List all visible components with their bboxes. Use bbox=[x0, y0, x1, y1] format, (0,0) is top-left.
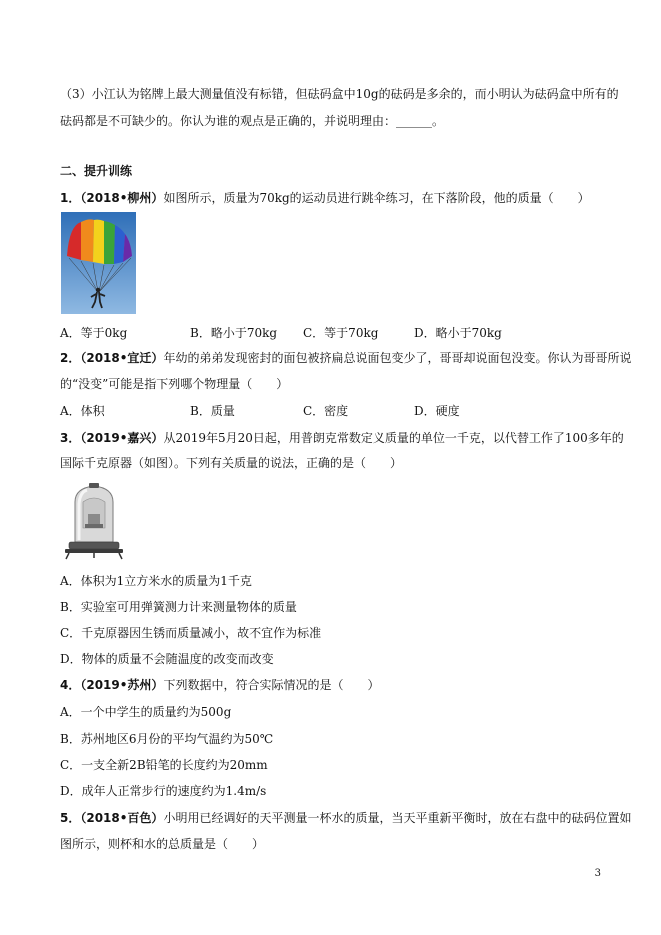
q2-text-1: 年幼的弟弟发现密封的面包被挤扁总说面包变少了，哥哥却说面包没变。你认为哥哥所说 bbox=[163, 351, 632, 365]
q4-source: （2019•苏州） bbox=[80, 678, 164, 692]
q3-number: 3． bbox=[60, 431, 81, 445]
intro-line-1: （3）小江认为铭牌上最大测量值没有标错，但砝码盒中10g的砝码是多余的，而小明认为砝码盒中所有的 bbox=[60, 87, 619, 101]
q1-option-b: B．略小于70kg bbox=[190, 326, 278, 340]
q2-source: （2018•宜迁） bbox=[80, 351, 164, 365]
q3-text-1: 从2019年5月20日起，用普朗克常数定义质量的单位一千克，以代替工作了100多年的 bbox=[163, 431, 624, 445]
q2-option-d: D．硬度 bbox=[414, 404, 460, 418]
q4-text: 下列数据中，符合实际情况的是（ ） bbox=[163, 678, 380, 692]
section-title: 二、提升训练 bbox=[60, 164, 133, 178]
q4-stem bbox=[60, 677, 379, 693]
q1-number: 1． bbox=[60, 191, 81, 205]
q5-stem-2: 图所示，则杯和水的总质量是（ ） bbox=[60, 837, 265, 851]
q3-option-a: A．体积为1立方米水的质量为1千克 bbox=[60, 574, 252, 588]
q2-stem-2: 的“没变”可能是指下列哪个物理量（ ） bbox=[60, 377, 289, 391]
q2-option-b: B．质量 bbox=[190, 404, 235, 418]
q2-option-a: A．体积 bbox=[60, 404, 105, 418]
q5-stem-1 bbox=[60, 810, 631, 826]
q4-number: 4． bbox=[60, 678, 81, 692]
q4-option-a: A．一个中学生的质量约为500g bbox=[60, 705, 232, 719]
q3-stem-2: 国际千克原器（如图）。下列有关质量的说法，正确的是（ ） bbox=[60, 456, 403, 470]
q1-text: 如图所示，质量为70kg的运动员进行跳伞练习，在下落阶段，他的质量（ ） bbox=[163, 191, 590, 205]
q3-option-c: C．千克原器因生锈而质量减小，故不宜作为标准 bbox=[60, 626, 322, 640]
q3-stem-1 bbox=[60, 430, 624, 446]
q5-text-1: 小明用已经调好的天平测量一杯水的质量，当天平重新平衡时，放在右盘中的砝码位置如 bbox=[163, 811, 632, 825]
q1-option-c: C．等于70kg bbox=[303, 326, 379, 340]
q4-option-b: B．苏州地区6月份的平均气温约为50℃ bbox=[60, 732, 274, 746]
q3-option-d: D．物体的质量不会随温度的改变而改变 bbox=[60, 652, 274, 666]
q1-option-d: D．略小于70kg bbox=[414, 326, 502, 340]
q5-number: 5． bbox=[60, 811, 81, 825]
q3-option-b: B．实验室可用弹簧测力计来测量物体的质量 bbox=[60, 600, 297, 614]
q3-source: （2019•嘉兴） bbox=[80, 431, 164, 445]
intro-line-2: 砝码都是不可缺少的。你认为谁的观点是正确的，并说明理由：______。 bbox=[60, 114, 445, 128]
q2-option-c: C．密度 bbox=[303, 404, 349, 418]
q5-source: （2018•百色） bbox=[80, 811, 164, 825]
page-number: 3 bbox=[594, 868, 601, 879]
q2-number: 2． bbox=[60, 351, 81, 365]
q4-option-c: C．一支全新2B铅笔的长度约为20mm bbox=[60, 758, 268, 772]
parachute-figure bbox=[61, 212, 136, 314]
kilogram-prototype-figure bbox=[61, 480, 127, 560]
q1-stem bbox=[60, 190, 590, 206]
q1-option-a: A．等于0kg bbox=[60, 326, 128, 340]
q1-source: （2018•柳州） bbox=[80, 191, 164, 205]
q2-stem-1 bbox=[60, 350, 631, 366]
q4-option-d: D．成年人正常步行的速度约为1.4m/s bbox=[60, 784, 267, 798]
